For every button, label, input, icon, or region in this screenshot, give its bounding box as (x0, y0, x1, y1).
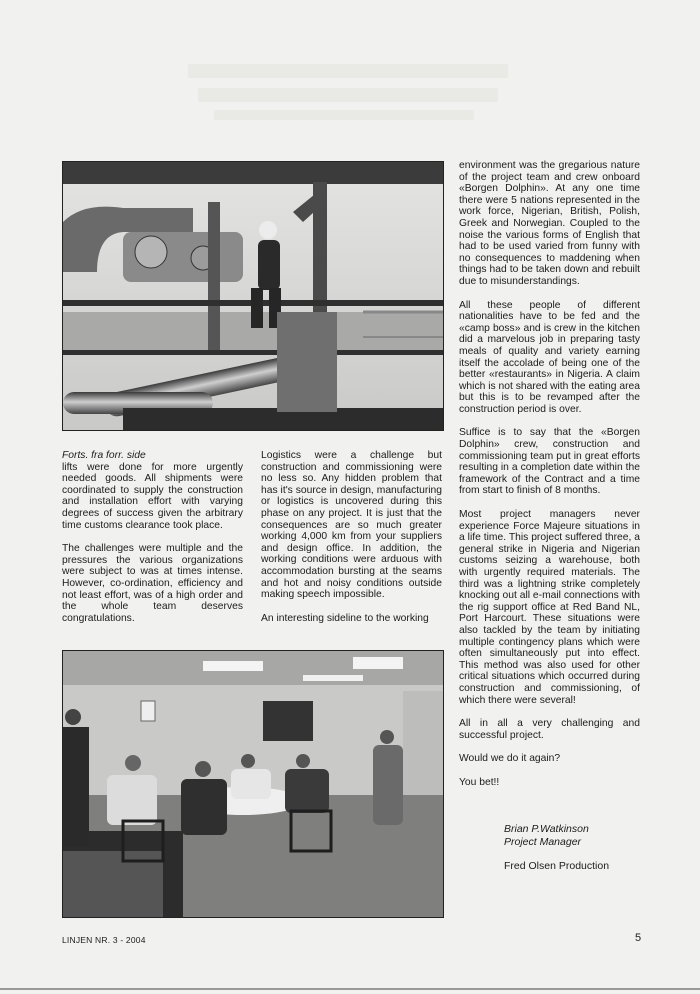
col3-paragraph: You bet!! (459, 776, 500, 788)
bleed-through-line (198, 88, 498, 102)
col1-paragraph: The challenges were multiple and the pressures the various organizations were subject to was at times intense. However, co-ordination, efficiency and not least effort, was of a high order and the whole team deserves congratulations. (62, 543, 243, 624)
page-number: 5 (635, 932, 642, 944)
column-2 (261, 450, 442, 636)
col1-paragraph: lifts were done for more urgently needed goods. All shipments were coordinated to supply the construction and installation effort with varying degrees of success given the arbitrary time customs clearance took place. (62, 461, 243, 531)
bleed-through-line (188, 64, 508, 78)
mess-room-photo (62, 650, 444, 918)
publication-footer: LINJEN NR. 3 - 2004 (62, 935, 146, 945)
mess-room-illustration (63, 651, 443, 917)
author-title: Project Manager (504, 835, 582, 848)
col2-paragraph: An interesting sideline to the working (261, 612, 429, 624)
col3-paragraph: Most project managers never experience Force Majeure situations in a life time. This project suffered three, a general strike in Nigeria and Nigerian customs seizing a warehouse, both with urgently required materials. The third was a lightning strike completely knocking out all e-mail connections with the rig support office at Red Band NL, Port Harcourt. These situations were also tackled by the team by initiating multiple contingency plans which were often simultaneously put into effect. This method was also used for other critical situations which occurred during construction and commissioning, of which there were several! (459, 509, 640, 706)
col3-paragraph: Suffice is to say that the «Borgen Dolphin» crew, construction and commissioning team put in great efforts resulting in a completion date within the framework of the Contract and a time from start to finish of 8 months. (459, 427, 640, 497)
continued-from-previous-page: Forts. fra forr. side (62, 450, 146, 461)
author-company: Fred Olsen Production (504, 860, 610, 872)
offshore-pipework-photo (62, 161, 444, 431)
col3-paragraph: Would we do it again? (459, 753, 561, 765)
column-1 (62, 450, 243, 636)
offshore-pipework-illustration (63, 162, 443, 430)
col3-paragraph: All these people of different nationalities have to be fed and the «camp boss» and is crew in the kitchen did a marvelous job in preparing tasty meals of quality and variety earning itself the accolade of being one of the better «restaurants» in Nigeria. A claim which is not shared with the eating area but this is to be revamped after the construction period is over. (459, 299, 640, 415)
page-edge-line (0, 988, 700, 990)
col3-paragraph: environment was the gregarious nature of the project team and crew onboard «Borgen Dolphin». At any one time there were 5 nations represented in the work force, Nigerian, British, Polish, Greek and Norwegian. Coupled to the noise the various forms of English that had to be used varied from funny with no consequences to maddening when things had to be taken down and rebuilt due to misunderstandings. (459, 160, 640, 287)
col3-paragraph: All in all a very challenging and successful project. (459, 718, 640, 741)
bleed-through-line (214, 110, 474, 120)
column-3 (459, 160, 640, 801)
col2-paragraph: Logistics were a challenge but construction and commissioning were no less so. Any hidden problem that has it's source in design, manufacturing or logistics is uncovered during this phase on any project. It is just that the consequences are so much greater working 4,000 km from your suppliers and design office. In addition, the working conditions were arduous with accommodation bursting at the seams and hot and noisy conditions outside making speech impossible. (261, 450, 442, 601)
signature-block (504, 823, 609, 873)
author-name: Brian P.Watkinson (504, 823, 589, 835)
